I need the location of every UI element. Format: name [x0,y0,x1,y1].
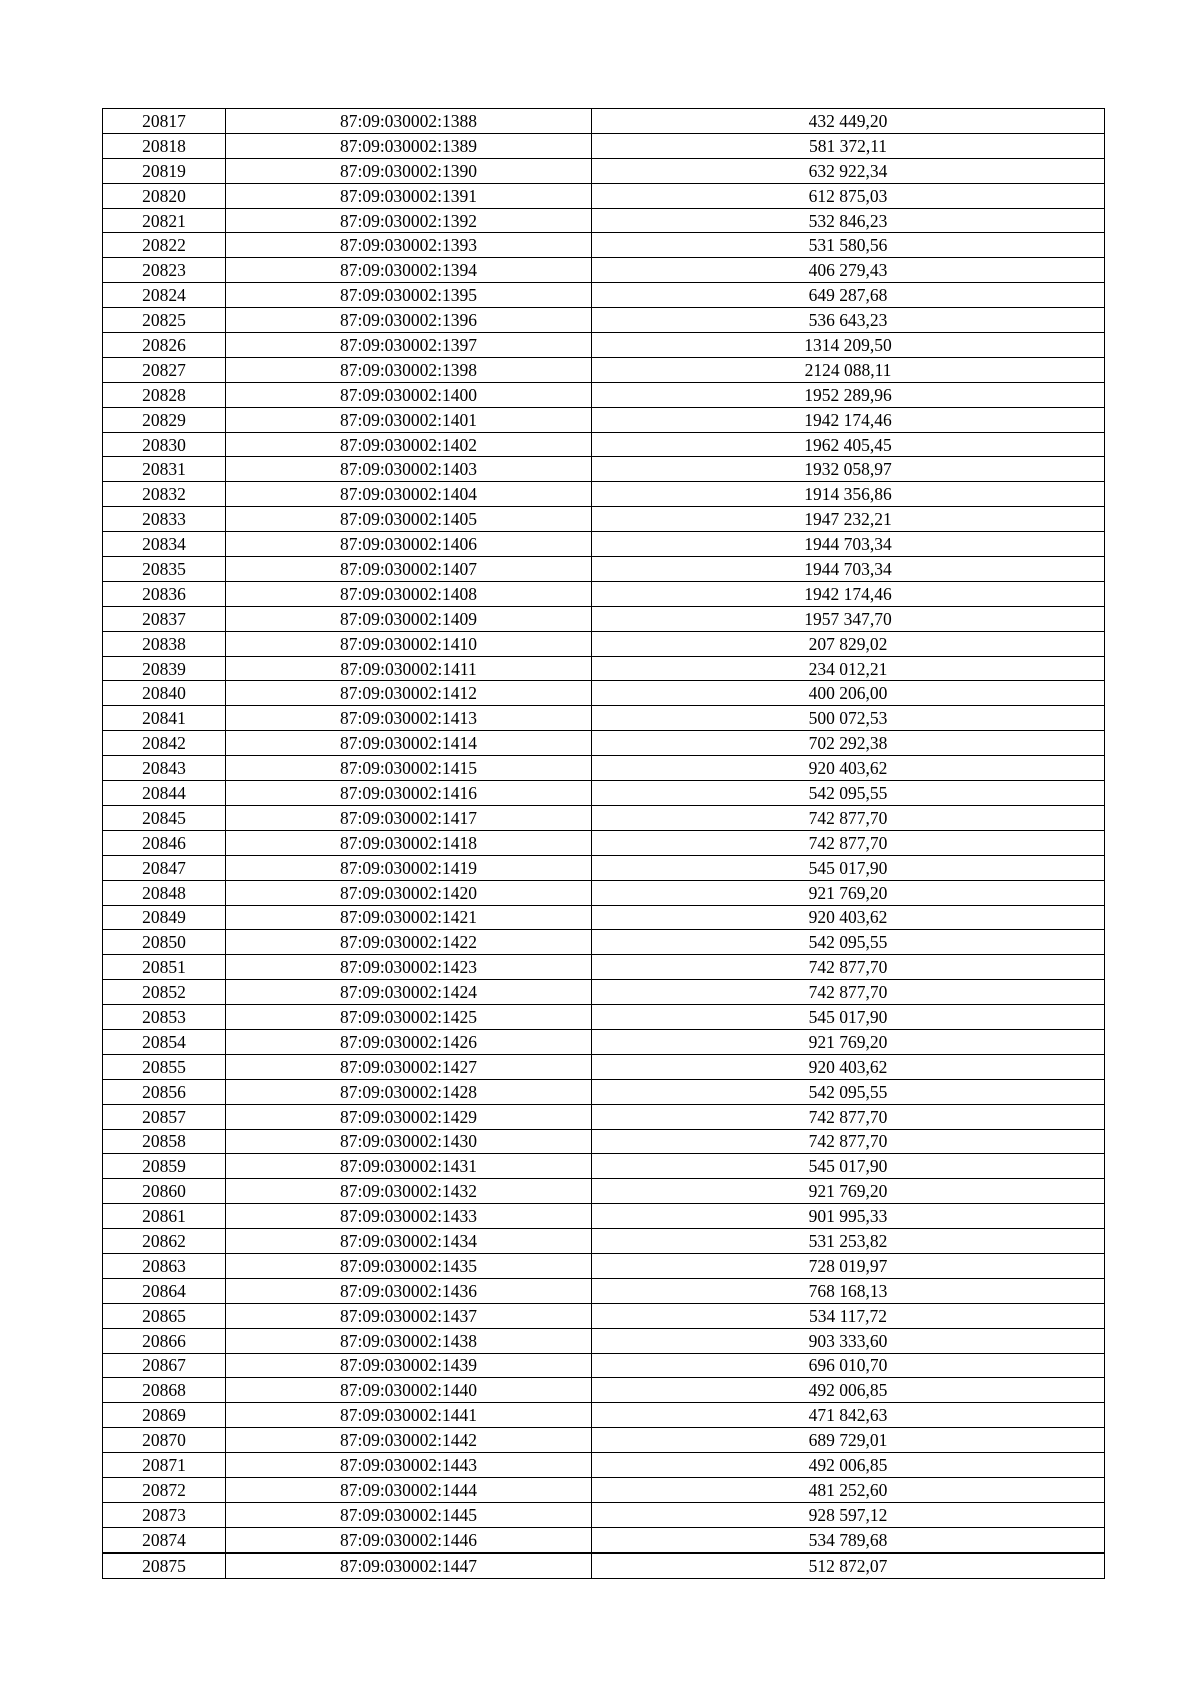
table-row [103,1403,1105,1428]
row-number-cell: 20818 [103,133,226,158]
row-number-cell: 20827 [103,357,226,382]
row-number-cell: 20846 [103,830,226,855]
cadastral-value-cell: 545 017,90 [592,1154,1105,1179]
cadastral-value-cell: 696 010,70 [592,1353,1105,1378]
cadastral-value-cell: 531 253,82 [592,1229,1105,1254]
cadastral-number-cell: 87:09:030002:1436 [226,1278,592,1303]
cadastral-number-cell: 87:09:030002:1410 [226,631,592,656]
cadastral-value-cell: 512 872,07 [592,1553,1105,1578]
cadastral-value-cell: 921 769,20 [592,880,1105,905]
row-number-cell: 20843 [103,756,226,781]
cadastral-number-cell: 87:09:030002:1440 [226,1378,592,1403]
table-row [103,631,1105,656]
cadastral-number-cell: 87:09:030002:1438 [226,1328,592,1353]
row-number-cell: 20842 [103,731,226,756]
cadastral-value-cell: 1932 058,97 [592,457,1105,482]
cadastral-value-cell: 901 995,33 [592,1204,1105,1229]
table-row [103,706,1105,731]
table-row [103,1502,1105,1527]
cadastral-value-cell: 1944 703,34 [592,532,1105,557]
cadastral-number-cell: 87:09:030002:1393 [226,233,592,258]
cadastral-number-cell: 87:09:030002:1431 [226,1154,592,1179]
table-row [103,855,1105,880]
cadastral-number-cell: 87:09:030002:1404 [226,482,592,507]
table-body [103,109,1105,1579]
cadastral-value-cell: 632 922,34 [592,158,1105,183]
row-number-cell: 20859 [103,1154,226,1179]
row-number-cell: 20848 [103,880,226,905]
table-row [103,382,1105,407]
cadastral-number-cell: 87:09:030002:1407 [226,557,592,582]
cadastral-value-cell: 542 095,55 [592,1079,1105,1104]
row-number-cell: 20862 [103,1229,226,1254]
row-number-cell: 20820 [103,183,226,208]
cadastral-number-cell: 87:09:030002:1445 [226,1502,592,1527]
cadastral-number-cell: 87:09:030002:1443 [226,1453,592,1478]
row-number-cell: 20836 [103,581,226,606]
row-number-cell: 20826 [103,333,226,358]
row-number-cell: 20817 [103,109,226,134]
row-number-cell: 20870 [103,1428,226,1453]
row-number-cell: 20847 [103,855,226,880]
cadastral-value-cell: 920 403,62 [592,756,1105,781]
cadastral-number-cell: 87:09:030002:1396 [226,308,592,333]
cadastral-number-cell: 87:09:030002:1389 [226,133,592,158]
cadastral-number-cell: 87:09:030002:1426 [226,1029,592,1054]
cadastral-value-cell: 742 877,70 [592,980,1105,1005]
row-number-cell: 20824 [103,283,226,308]
cadastral-number-cell: 87:09:030002:1398 [226,357,592,382]
table-row [103,1477,1105,1502]
cadastral-value-cell: 406 279,43 [592,258,1105,283]
row-number-cell: 20825 [103,308,226,333]
cadastral-number-cell: 87:09:030002:1428 [226,1079,592,1104]
table-row [103,233,1105,258]
cadastral-number-cell: 87:09:030002:1401 [226,407,592,432]
cadastral-value-cell: 742 877,70 [592,1129,1105,1154]
cadastral-value-cell: 728 019,97 [592,1253,1105,1278]
cadastral-number-cell: 87:09:030002:1412 [226,681,592,706]
row-number-cell: 20829 [103,407,226,432]
cadastral-number-cell: 87:09:030002:1441 [226,1403,592,1428]
table-row [103,283,1105,308]
cadastral-number-cell: 87:09:030002:1432 [226,1179,592,1204]
cadastral-number-cell: 87:09:030002:1391 [226,183,592,208]
cadastral-number-cell: 87:09:030002:1411 [226,656,592,681]
cadastral-value-cell: 534 117,72 [592,1303,1105,1328]
cadastral-value-cell: 742 877,70 [592,830,1105,855]
table-row [103,432,1105,457]
cadastral-number-cell: 87:09:030002:1444 [226,1477,592,1502]
cadastral-value-cell: 689 729,01 [592,1428,1105,1453]
cadastral-number-cell: 87:09:030002:1439 [226,1353,592,1378]
cadastral-value-cell: 545 017,90 [592,1005,1105,1030]
cadastral-value-cell: 532 846,23 [592,208,1105,233]
cadastral-value-cell: 920 403,62 [592,1054,1105,1079]
row-number-cell: 20866 [103,1328,226,1353]
table-row [103,1553,1105,1578]
table-row [103,1278,1105,1303]
row-number-cell: 20867 [103,1353,226,1378]
cadastral-number-cell: 87:09:030002:1402 [226,432,592,457]
table-row [103,532,1105,557]
row-number-cell: 20840 [103,681,226,706]
cadastral-value-cell: 1314 209,50 [592,333,1105,358]
table-row [103,1054,1105,1079]
row-number-cell: 20875 [103,1553,226,1578]
table-row [103,980,1105,1005]
cadastral-number-cell: 87:09:030002:1447 [226,1553,592,1578]
row-number-cell: 20821 [103,208,226,233]
cadastral-value-cell: 742 877,70 [592,1104,1105,1129]
table-row [103,1328,1105,1353]
row-number-cell: 20855 [103,1054,226,1079]
row-number-cell: 20852 [103,980,226,1005]
cadastral-value-cell: 471 842,63 [592,1403,1105,1428]
table-row [103,1353,1105,1378]
cadastral-value-table [102,108,1105,1579]
cadastral-number-cell: 87:09:030002:1419 [226,855,592,880]
cadastral-number-cell: 87:09:030002:1414 [226,731,592,756]
cadastral-number-cell: 87:09:030002:1397 [226,333,592,358]
cadastral-value-cell: 536 643,23 [592,308,1105,333]
table-row [103,357,1105,382]
table-row [103,930,1105,955]
cadastral-number-cell: 87:09:030002:1406 [226,532,592,557]
cadastral-value-cell: 742 877,70 [592,805,1105,830]
cadastral-value-cell: 234 012,21 [592,656,1105,681]
cadastral-value-cell: 492 006,85 [592,1453,1105,1478]
row-number-cell: 20845 [103,805,226,830]
cadastral-value-cell: 1942 174,46 [592,581,1105,606]
cadastral-value-cell: 542 095,55 [592,930,1105,955]
cadastral-number-cell: 87:09:030002:1442 [226,1428,592,1453]
cadastral-value-cell: 921 769,20 [592,1029,1105,1054]
cadastral-value-cell: 742 877,70 [592,955,1105,980]
cadastral-value-cell: 1914 356,86 [592,482,1105,507]
cadastral-value-cell: 400 206,00 [592,681,1105,706]
row-number-cell: 20861 [103,1204,226,1229]
cadastral-number-cell: 87:09:030002:1420 [226,880,592,905]
cadastral-value-cell: 1952 289,96 [592,382,1105,407]
cadastral-value-cell: 612 875,03 [592,183,1105,208]
table-row [103,1179,1105,1204]
row-number-cell: 20872 [103,1477,226,1502]
table-row [103,1129,1105,1154]
cadastral-value-cell: 531 580,56 [592,233,1105,258]
row-number-cell: 20844 [103,781,226,806]
row-number-cell: 20835 [103,557,226,582]
row-number-cell: 20856 [103,1079,226,1104]
document-table-container [102,108,1104,1579]
row-number-cell: 20873 [103,1502,226,1527]
cadastral-number-cell: 87:09:030002:1417 [226,805,592,830]
table-row [103,482,1105,507]
cadastral-number-cell: 87:09:030002:1413 [226,706,592,731]
table-row [103,457,1105,482]
table-row [103,507,1105,532]
row-number-cell: 20837 [103,606,226,631]
cadastral-value-cell: 581 372,11 [592,133,1105,158]
table-row [103,1204,1105,1229]
cadastral-number-cell: 87:09:030002:1403 [226,457,592,482]
cadastral-value-cell: 207 829,02 [592,631,1105,656]
cadastral-number-cell: 87:09:030002:1392 [226,208,592,233]
cadastral-number-cell: 87:09:030002:1400 [226,382,592,407]
table-row [103,407,1105,432]
row-number-cell: 20868 [103,1378,226,1403]
table-row [103,905,1105,930]
cadastral-value-cell: 481 252,60 [592,1477,1105,1502]
cadastral-value-cell: 545 017,90 [592,855,1105,880]
cadastral-number-cell: 87:09:030002:1394 [226,258,592,283]
cadastral-number-cell: 87:09:030002:1416 [226,781,592,806]
cadastral-number-cell: 87:09:030002:1435 [226,1253,592,1278]
cadastral-number-cell: 87:09:030002:1423 [226,955,592,980]
table-row [103,109,1105,134]
cadastral-number-cell: 87:09:030002:1405 [226,507,592,532]
table-row [103,681,1105,706]
cadastral-number-cell: 87:09:030002:1427 [226,1054,592,1079]
row-number-cell: 20849 [103,905,226,930]
row-number-cell: 20819 [103,158,226,183]
row-number-cell: 20871 [103,1453,226,1478]
table-row [103,1527,1105,1552]
table-row [103,1104,1105,1129]
row-number-cell: 20830 [103,432,226,457]
row-number-cell: 20863 [103,1253,226,1278]
table-row [103,158,1105,183]
table-row [103,208,1105,233]
cadastral-value-cell: 928 597,12 [592,1502,1105,1527]
cadastral-number-cell: 87:09:030002:1390 [226,158,592,183]
table-row [103,1378,1105,1403]
table-row [103,1029,1105,1054]
row-number-cell: 20869 [103,1403,226,1428]
cadastral-value-cell: 1944 703,34 [592,557,1105,582]
cadastral-number-cell: 87:09:030002:1418 [226,830,592,855]
row-number-cell: 20823 [103,258,226,283]
table-row [103,756,1105,781]
table-row [103,581,1105,606]
table-row [103,1428,1105,1453]
cadastral-number-cell: 87:09:030002:1437 [226,1303,592,1328]
row-number-cell: 20838 [103,631,226,656]
table-row [103,656,1105,681]
row-number-cell: 20850 [103,930,226,955]
cadastral-value-cell: 920 403,62 [592,905,1105,930]
table-row [103,1453,1105,1478]
cadastral-value-cell: 432 449,20 [592,109,1105,134]
cadastral-value-cell: 2124 088,11 [592,357,1105,382]
cadastral-value-cell: 1957 347,70 [592,606,1105,631]
cadastral-number-cell: 87:09:030002:1388 [226,109,592,134]
cadastral-number-cell: 87:09:030002:1395 [226,283,592,308]
row-number-cell: 20841 [103,706,226,731]
cadastral-value-cell: 534 789,68 [592,1527,1105,1552]
row-number-cell: 20853 [103,1005,226,1030]
row-number-cell: 20874 [103,1527,226,1552]
row-number-cell: 20858 [103,1129,226,1154]
cadastral-number-cell: 87:09:030002:1415 [226,756,592,781]
cadastral-value-cell: 702 292,38 [592,731,1105,756]
table-row [103,258,1105,283]
table-row [103,183,1105,208]
table-row [103,606,1105,631]
table-row [103,1229,1105,1254]
row-number-cell: 20865 [103,1303,226,1328]
row-number-cell: 20854 [103,1029,226,1054]
table-row [103,557,1105,582]
cadastral-number-cell: 87:09:030002:1430 [226,1129,592,1154]
cadastral-value-cell: 492 006,85 [592,1378,1105,1403]
cadastral-value-cell: 1942 174,46 [592,407,1105,432]
cadastral-number-cell: 87:09:030002:1424 [226,980,592,1005]
row-number-cell: 20857 [103,1104,226,1129]
cadastral-value-cell: 649 287,68 [592,283,1105,308]
table-row [103,1079,1105,1104]
row-number-cell: 20833 [103,507,226,532]
table-row [103,955,1105,980]
cadastral-value-cell: 768 168,13 [592,1278,1105,1303]
row-number-cell: 20834 [103,532,226,557]
table-row [103,333,1105,358]
row-number-cell: 20832 [103,482,226,507]
cadastral-number-cell: 87:09:030002:1408 [226,581,592,606]
table-row [103,731,1105,756]
cadastral-number-cell: 87:09:030002:1446 [226,1527,592,1552]
table-row [103,308,1105,333]
row-number-cell: 20839 [103,656,226,681]
table-row [103,805,1105,830]
cadastral-number-cell: 87:09:030002:1422 [226,930,592,955]
table-row [103,1253,1105,1278]
cadastral-number-cell: 87:09:030002:1433 [226,1204,592,1229]
table-row [103,830,1105,855]
cadastral-number-cell: 87:09:030002:1425 [226,1005,592,1030]
row-number-cell: 20864 [103,1278,226,1303]
row-number-cell: 20828 [103,382,226,407]
row-number-cell: 20860 [103,1179,226,1204]
table-row [103,1154,1105,1179]
cadastral-value-cell: 542 095,55 [592,781,1105,806]
cadastral-value-cell: 921 769,20 [592,1179,1105,1204]
cadastral-value-cell: 903 333,60 [592,1328,1105,1353]
row-number-cell: 20822 [103,233,226,258]
table-row [103,781,1105,806]
cadastral-value-cell: 1962 405,45 [592,432,1105,457]
cadastral-number-cell: 87:09:030002:1429 [226,1104,592,1129]
row-number-cell: 20831 [103,457,226,482]
cadastral-number-cell: 87:09:030002:1421 [226,905,592,930]
table-row [103,880,1105,905]
table-row [103,133,1105,158]
cadastral-value-cell: 500 072,53 [592,706,1105,731]
cadastral-number-cell: 87:09:030002:1409 [226,606,592,631]
table-row [103,1005,1105,1030]
table-row [103,1303,1105,1328]
cadastral-value-cell: 1947 232,21 [592,507,1105,532]
cadastral-number-cell: 87:09:030002:1434 [226,1229,592,1254]
row-number-cell: 20851 [103,955,226,980]
